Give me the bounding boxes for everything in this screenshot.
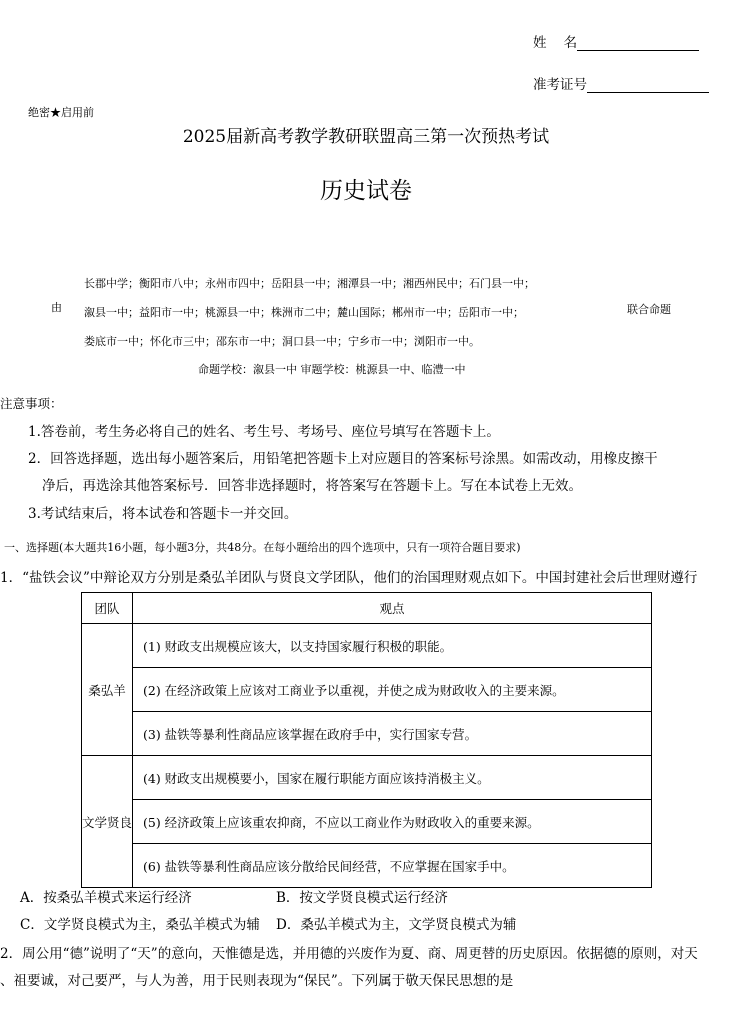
exam-number-row bbox=[533, 73, 709, 93]
view-4: (4) 财政支出规模要小，国家在履行职能方面应该持消极主义。 bbox=[133, 756, 652, 800]
exam-title: 2025届新高考教学教研联盟高三第一次预热考试 bbox=[182, 127, 550, 147]
exam-number-blank[interactable] bbox=[587, 78, 709, 93]
question-1-stem: 1．“盐铁会议”中辩论双方分别是桑弘羊团队与贤良文学团队，他们的治国理财观点如下。中国封建社会后世理财遵行 bbox=[0, 570, 698, 586]
table-row bbox=[82, 756, 652, 800]
schools-line-3: 娄底市一中；怀化市三中；邵东市一中；洞口县一中；宁乡市一中；浏阳市一中。 bbox=[84, 335, 480, 348]
question-2-line-2: 、祖要诚，对己要严，与人为善，用于民则表现为“保民”。下列属于敬天保民思想的是 bbox=[0, 973, 514, 989]
header-team: 团队 bbox=[82, 593, 133, 624]
option-c[interactable]: C．文学贤良模式为主，桑弘羊模式为辅 bbox=[20, 917, 260, 933]
view-2: (2) 在经济政策上应该对工商业予以重视，并使之成为财政收入的主要来源。 bbox=[133, 668, 652, 712]
view-5: (5) 经济政策上应该重农抑商，不应以工商业作为财政收入的重要来源。 bbox=[133, 800, 652, 844]
subject-title: 历史试卷 bbox=[320, 178, 412, 204]
schools-line-2: 溆县一中；益阳市一中；桃源县一中；株洲市二中；麓山国际；郴州市一中；岳阳市一中； bbox=[84, 306, 524, 319]
schools-prefix: 由 bbox=[51, 301, 62, 314]
option-a[interactable]: A．按桑弘羊模式来运行经济 bbox=[20, 890, 192, 906]
table-row bbox=[82, 844, 652, 888]
exam-number-label: 准考证号 bbox=[533, 77, 587, 93]
name-field-row bbox=[533, 31, 699, 51]
notice-heading: 注意事项： bbox=[0, 396, 63, 411]
question-2-line-1: 2．周公用“德”说明了“天”的意向，天惟德是选，并用德的兴废作为夏、商、周更替的历史原因。依据德的原则，对天 bbox=[0, 946, 698, 962]
table-row bbox=[82, 712, 652, 756]
secret-mark: 绝密★启用前 bbox=[28, 106, 94, 119]
views-table bbox=[81, 592, 652, 888]
view-1: (1) 财政支出规模应该大，以支持国家履行积极的职能。 bbox=[133, 624, 652, 668]
team-wenxue: 文学贤良 bbox=[82, 756, 133, 888]
section-heading: 一、选择题(本大题共16小题，每小题3分，共48分。在每小题给出的四个选项中，只有一项符合题目要求) bbox=[4, 541, 521, 554]
proposer-line: 命题学校：溆县一中 审题学校：桃源县一中、临澧一中 bbox=[198, 363, 466, 376]
option-d[interactable]: D．桑弘羊模式为主，文学贤良模式为辅 bbox=[276, 917, 517, 933]
table-row bbox=[82, 800, 652, 844]
view-6: (6) 盐铁等暴利性商品应该分散给民间经营，不应掌握在国家手中。 bbox=[133, 844, 652, 888]
team-sang: 桑弘羊 bbox=[82, 624, 133, 756]
name-label: 姓 名 bbox=[533, 35, 578, 51]
schools-line-1: 长郡中学；衡阳市八中；永州市四中；岳阳县一中；湘潭县一中；湘西州民中；石门县一中； bbox=[84, 277, 535, 290]
table-row bbox=[82, 668, 652, 712]
notice-item-2-cont: 净后，再选涂其他答案标号．回答非选择题时，将答案写在答题卡上。写在本试卷上无效。 bbox=[42, 478, 582, 494]
schools-suffix: 联合命题 bbox=[627, 303, 671, 316]
view-3: (3) 盐铁等暴利性商品应该掌握在政府手中，实行国家专营。 bbox=[133, 712, 652, 756]
notice-item-2: 2．回答选择题，选出每小题答案后，用铅笔把答题卡上对应题目的答案标号涂黑。如需改动，用橡皮擦干 bbox=[28, 451, 658, 467]
name-blank[interactable] bbox=[577, 36, 699, 51]
header-view: 观点 bbox=[133, 593, 652, 624]
table-header-row bbox=[82, 593, 652, 624]
notice-item-1: 1.答卷前，考生务必将自己的姓名、考生号、考场号、座位号填写在答题卡上。 bbox=[28, 424, 500, 440]
table-row bbox=[82, 624, 652, 668]
option-b[interactable]: B．按文学贤良模式运行经济 bbox=[276, 890, 448, 906]
notice-item-3: 3.考试结束后，将本试卷和答题卡一并交回。 bbox=[28, 506, 298, 522]
